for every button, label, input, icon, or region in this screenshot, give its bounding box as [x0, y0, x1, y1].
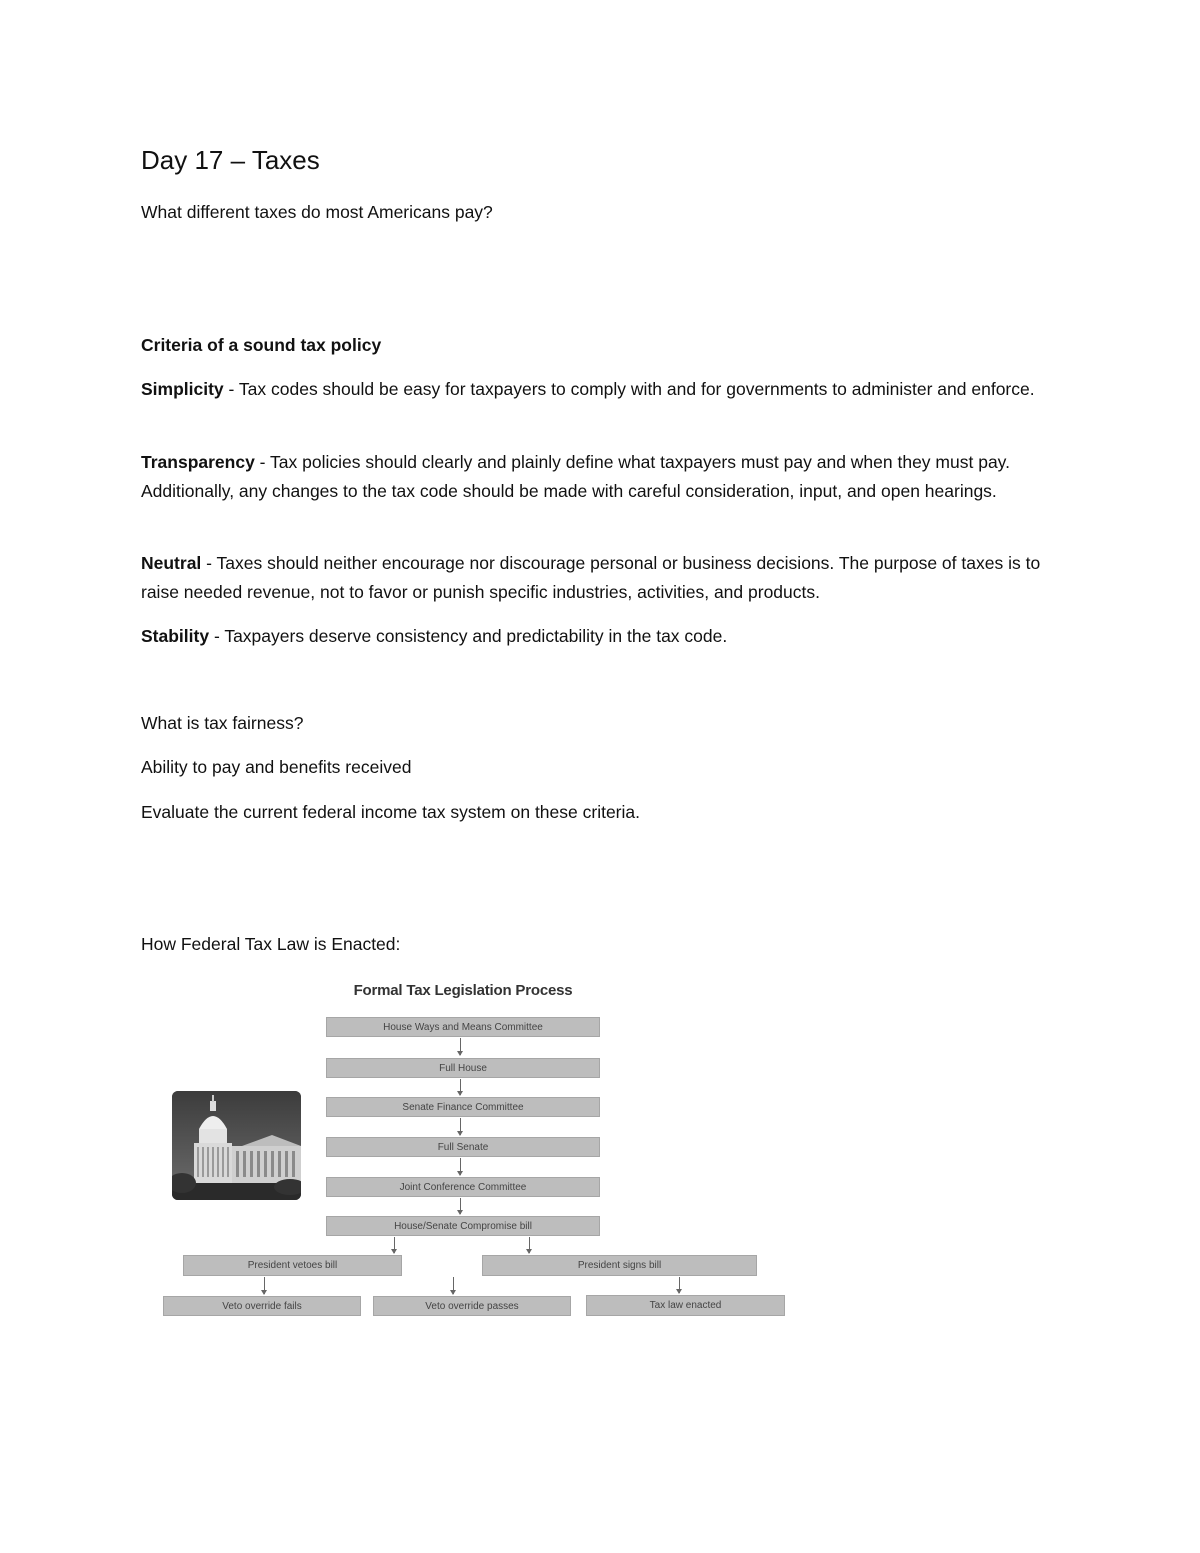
criterion-text: - Tax codes should be easy for taxpayers to comply with and for governments to administer and enforce. — [223, 379, 1035, 399]
fairness-answer: Ability to pay and benefits received — [141, 757, 412, 777]
down-arrow-icon — [460, 1038, 461, 1055]
question-taxes: What different taxes do most Americans pay? — [141, 202, 493, 222]
branch-veto-box: President vetoes bill — [183, 1255, 402, 1276]
evaluate-prompt: Evaluate the current federal income tax system on these criteria. — [141, 802, 640, 822]
flowchart-title: Formal Tax Legislation Process — [353, 982, 573, 999]
down-arrow-icon — [460, 1079, 461, 1095]
capitol-building-icon — [172, 1091, 301, 1200]
step-box: Full Senate — [326, 1137, 600, 1157]
criteria-heading: Criteria of a sound tax policy — [141, 335, 382, 355]
criterion-text: - Taxes should neither encourage nor discourage personal or business decisions. The purpose of taxes is to raise needed revenue, not to favor or punish specific industries, activities, and products. — [141, 553, 1041, 602]
page-title: Day 17 – Taxes — [141, 145, 320, 175]
criterion-transparency — [141, 448, 1056, 505]
outcome-override-passes: Veto override passes — [373, 1296, 571, 1316]
criterion-text: - Taxpayers deserve consistency and predictability in the tax code. — [209, 626, 728, 646]
step-box: House/Senate Compromise bill — [326, 1216, 600, 1236]
criterion-stability — [141, 622, 1056, 651]
criterion-term: Transparency — [141, 452, 255, 472]
criterion-term: Stability — [141, 626, 210, 646]
criterion-text: - Tax policies should clearly and plainly define what taxpayers must pay and when they must pay. Additionally, any changes to the tax code should be made with careful consideration, input, and open hearings. — [141, 452, 1010, 501]
criterion-simplicity — [141, 375, 1056, 404]
criterion-term: Neutral — [141, 553, 202, 573]
fairness-question: What is tax fairness? — [141, 713, 304, 733]
outcome-tax-law-enacted: Tax law enacted — [586, 1295, 785, 1316]
outcome-override-fails: Veto override fails — [163, 1296, 361, 1316]
step-box: Senate Finance Committee — [326, 1097, 600, 1117]
enacted-heading: How Federal Tax Law is Enacted: — [141, 934, 401, 954]
step-box: House Ways and Means Committee — [326, 1017, 600, 1037]
capitol-building-photo — [172, 1091, 301, 1200]
criterion-neutral — [141, 549, 1056, 606]
down-arrow-icon — [453, 1277, 454, 1294]
down-arrow-icon — [460, 1118, 461, 1135]
branch-signs-box: President signs bill — [482, 1255, 757, 1276]
down-arrow-icon — [529, 1237, 530, 1253]
down-arrow-icon — [264, 1277, 265, 1294]
down-arrow-icon — [679, 1277, 680, 1293]
criterion-term: Simplicity — [141, 379, 224, 399]
step-box: Full House — [326, 1058, 600, 1078]
down-arrow-icon — [394, 1237, 395, 1253]
step-box: Joint Conference Committee — [326, 1177, 600, 1197]
down-arrow-icon — [460, 1198, 461, 1214]
down-arrow-icon — [460, 1158, 461, 1175]
